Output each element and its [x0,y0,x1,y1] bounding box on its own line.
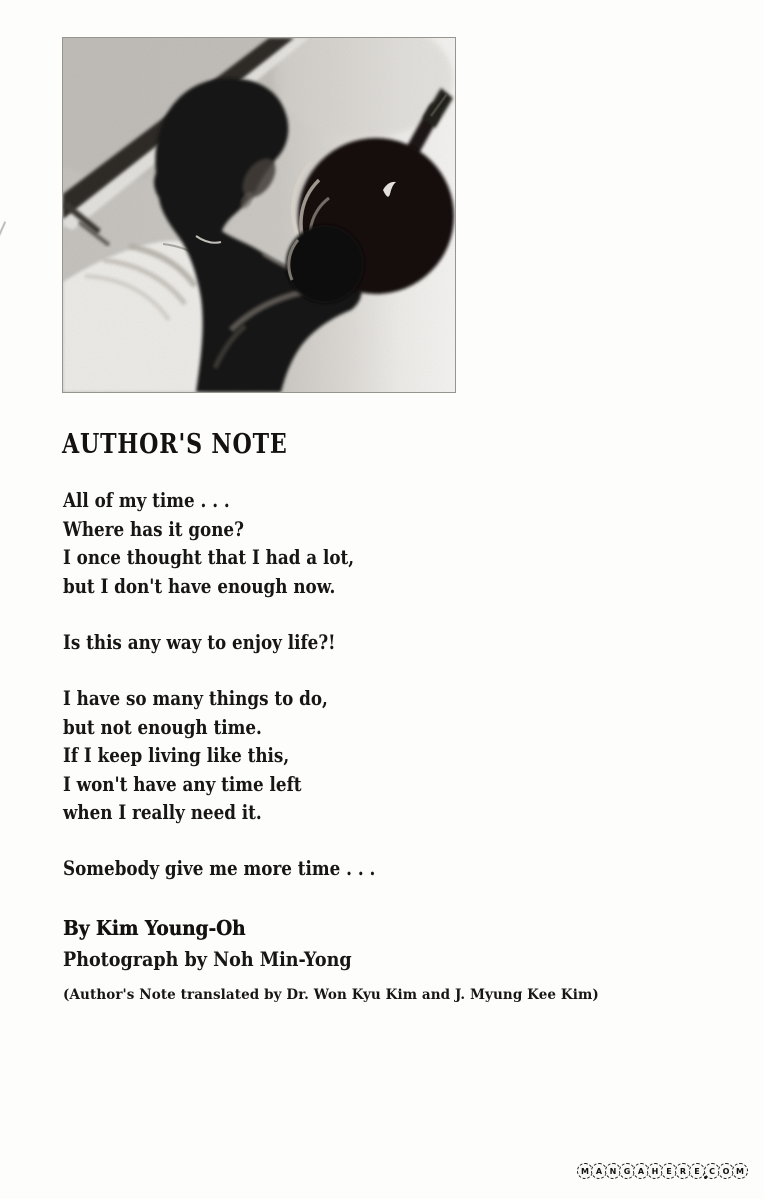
film-grain [63,38,455,392]
poem-line: All of my time . . . [63,489,230,512]
watermark-letter: H [647,1163,663,1179]
poem-stanza-3 [63,685,328,828]
poem-line: I once thought that I had a lot, [63,546,355,569]
watermark-letter: M [577,1163,593,1179]
watermark-letter: N [605,1163,621,1179]
watermark-letter: A [633,1163,649,1179]
poem-stanza-4 [63,855,375,884]
author-byline: By Kim Young-Oh [63,916,246,940]
watermark-letter: O [718,1163,734,1179]
watermark-letter: E [661,1163,677,1179]
weightlifter-photo [62,37,456,393]
poem-line: Somebody give me more time . . . [63,857,376,880]
watermark [579,1160,748,1182]
poem-stanza-2 [63,629,336,658]
poem-line: when I really need it. [63,801,262,824]
watermark-letter: G [619,1163,635,1179]
photo-credit: Photograph by Noh Min-Yong [63,948,352,971]
poem-line: I won't have any time left [63,772,302,796]
translation-note: (Author's Note translated by Dr. Won Kyu Kim and J. Myung Kee Kim) [63,987,599,1003]
weightlifter-photo-svg [63,38,455,392]
watermark-letter: M [732,1163,748,1179]
poem-line: Where has it gone? [63,517,244,541]
watermark-letter: C [704,1163,720,1179]
page-title: AUTHOR'S NOTE [62,429,288,460]
scan-scratch [0,221,6,236]
poem-line: but I don't have enough now. [63,574,336,598]
watermark-letter: A [591,1163,607,1179]
poem-line: Is this any way to enjoy life?! [63,631,336,654]
poem-line: but not enough time. [63,715,262,739]
poem-line: If I keep living like this, [63,744,290,767]
watermark-letter: R [675,1163,691,1179]
poem-stanza-1 [63,487,354,601]
poem-line: I have so many things to do, [63,687,328,710]
watermark-letter: E [689,1163,705,1179]
